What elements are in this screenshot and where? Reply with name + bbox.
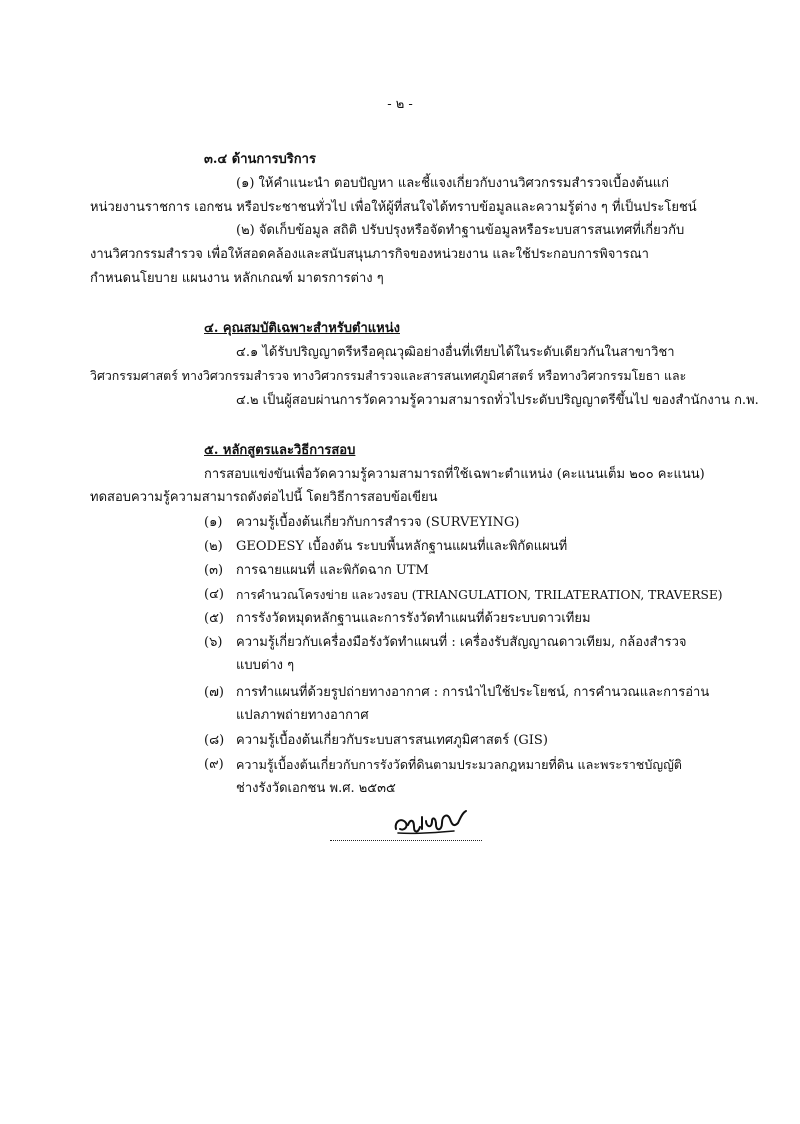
section-3-4-item2-line3: กำหนดนโยบาย แผนงาน หลักเกณฑ์ มาตรการต่าง ๆ: [90, 271, 384, 286]
exam-item-number: (๑): [204, 515, 223, 530]
section-3-4-heading: ๓.๔ ด้านการบริการ: [204, 152, 316, 167]
exam-item-number: (๔): [204, 587, 224, 602]
section-3-4-item2-line2: งานวิศวกรรมสำรวจ เพื่อให้สอดคล้องและสนับสนุนภารกิจของหน่วยงาน และใช้ประกอบการพิจารณา: [90, 247, 649, 262]
exam-item-text: การฉายแผนที่ และพิกัดฉาก UTM: [236, 563, 429, 578]
exam-item-text: ความรู้เบื้องต้นเกี่ยวกับระบบสารสนเทศภูมิศาสตร์ (GIS): [236, 733, 548, 748]
section-4-item1-line2: วิศวกรรมศาสตร์ ทางวิศวกรรมสำรวจ ทางวิศวกรรมสำรวจและสารสนเทศภูมิศาสตร์ หรือทางวิศวกรรมโยธา และ: [90, 368, 687, 383]
exam-item-text: การคำนวณโครงข่าย และวงรอบ (TRIANGULATION, TRILATERATION, TRAVERSE): [236, 588, 723, 602]
section-4-item2-line1: ๔.๒ เป็นผู้สอบผ่านการวัดความรู้ความสามารถทั่วไประดับปริญญาตรีขึ้นไป ของสำนักงาน ก.พ.: [236, 393, 759, 408]
handwritten-signature-icon: [392, 803, 472, 837]
section-5-heading: ๕. หลักสูตรและวิธีการสอบ: [204, 443, 356, 458]
exam-item-number: (๘): [204, 733, 225, 748]
exam-item-number: (๒): [204, 539, 223, 554]
exam-item-text: ความรู้เบื้องต้นเกี่ยวกับการสำรวจ (SURVEYING): [236, 515, 520, 530]
section-3-4-item2-line1: (๒) จัดเก็บข้อมูล สถิติ ปรับปรุงหรือจัดทำฐานข้อมูลหรือระบบสารสนเทศที่เกี่ยวกับ: [236, 223, 685, 238]
exam-item-text-cont: แปลภาพถ่ายทางอากาศ: [236, 708, 369, 723]
exam-item-number: (๓): [204, 563, 224, 578]
exam-item-text: ความรู้เกี่ยวกับเครื่องมือรังวัดทำแผนที่ : เครื่องรับสัญญาณดาวเทียม, กล้องสำรวจ: [236, 635, 687, 650]
section-3-4-item1-line2: หน่วยงานราชการ เอกชน หรือประชาชนทั่วไป เพื่อให้ผู้ที่สนใจได้ทราบข้อมูลและความรู้ต่าง ๆ ที่เป็นประโยชน์: [90, 200, 697, 215]
exam-item-number: (๗): [204, 685, 224, 700]
page-number: - ๒ -: [387, 97, 413, 112]
signature-dotted-line: [330, 840, 482, 841]
section-5-intro-line1: การสอบแข่งขันเพื่อวัดความรู้ความสามารถที่ใช้เฉพาะตำแหน่ง (คะแนนเต็ม ๒๐๐ คะแนน): [204, 467, 705, 482]
section-5-intro-line2: ทดสอบความรู้ความสามารถดังต่อไปนี้ โดยวิธีการสอบข้อเขียน: [90, 490, 438, 505]
exam-item-text-cont: ช่างรังวัดเอกชน พ.ศ. ๒๕๓๕: [236, 781, 396, 796]
section-4-item1-line1: ๔.๑ ได้รับปริญญาตรีหรือคุณวุฒิอย่างอื่นที่เทียบได้ในระดับเดียวกันในสาขาวิชา: [236, 345, 675, 360]
exam-item-text: ความรู้เบื้องต้นเกี่ยวกับการรังวัดที่ดินตามประมวลกฎหมายที่ดิน และพระราชบัญญัติ: [236, 757, 682, 772]
exam-item-number: (๙): [204, 757, 224, 772]
exam-item-text: การรังวัดหมุดหลักฐานและการรังวัดทำแผนที่ด้วยระบบดาวเทียม: [236, 611, 591, 626]
exam-item-number: (๕): [204, 611, 224, 626]
section-3-4-item1-line1: (๑) ให้คำแนะนำ ตอบปัญหา และชี้แจงเกี่ยวกับงานวิศวกรรมสำรวจเบื้องต้นแก่: [236, 176, 670, 191]
exam-item-text: การทำแผนที่ด้วยรูปถ่ายทางอากาศ : การนำไปใช้ประโยชน์, การคำนวณและการอ่าน: [236, 685, 710, 700]
exam-item-text: GEODESY เบื้องต้น ระบบพื้นหลักฐานแผนที่และพิกัดแผนที่: [236, 539, 568, 554]
exam-item-number: (๖): [204, 635, 223, 650]
section-4-heading: ๔. คุณสมบัติเฉพาะสำหรับตำแหน่ง: [204, 321, 400, 336]
exam-item-text-cont: แบบต่าง ๆ: [236, 658, 295, 673]
